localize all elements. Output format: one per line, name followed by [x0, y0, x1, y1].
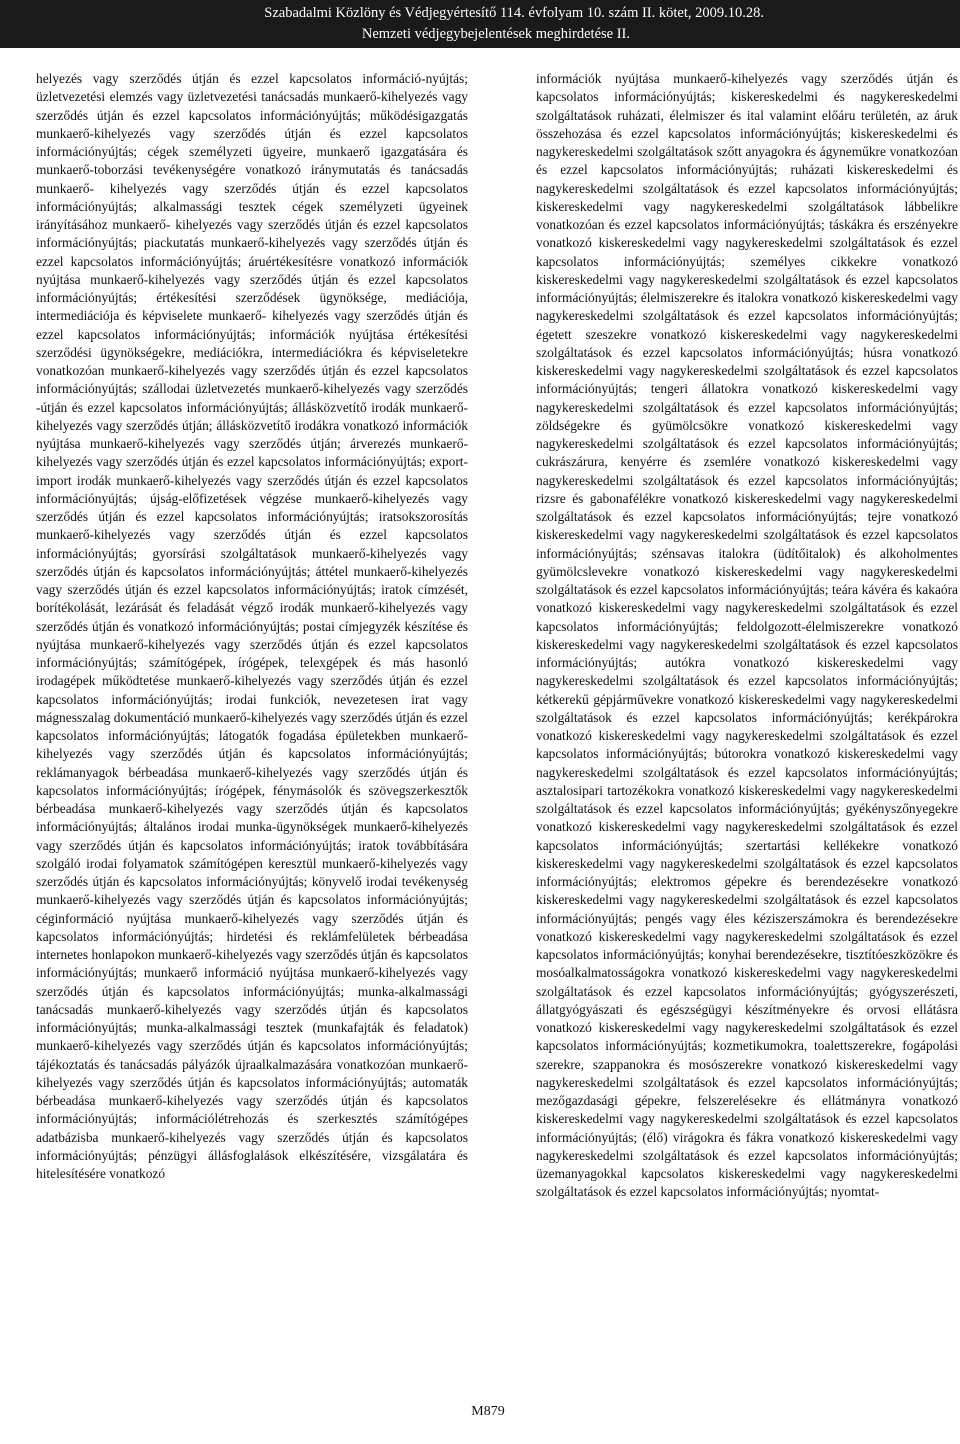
text-column-right: információk nyújtása munkaerő-kihelyezés vagy szerződés útján és kapcsolatos információnyújtás; kiskereskedelmi és nagykereskedelmi szolgáltatások ruházati, élelmiszer és ital valamint előáru területén, az áruk összehozása és ezzel kapcsolatos információnyújtás; kiskereskedelmi és nagykereskedelmi szolgáltatások szőtt anyagokra és ágyneműkre vonatkozóan és ezzel kapcsolatos információnyújtás; ruházati kiskereskedelmi és nagykereskedelmi szolgáltatások és ezzel kapcsolatos információnyújtás; kiskereskedelmi vagy nagykereskedelmi szolgáltatások lábbelikre vonatkozóan és ezzel kapcsolatos információnyújtás; táskákra és erszényekre vonatkozó kiskereskedelmi vagy nagykereskedelmi szolgáltatások és ezzel kapcsolatos információnyújtás; személyes cikkekre vonatkozó kiskereskedelmi vagy nagykereskedelmi szolgáltatások és ezzel kapcsolatos információnyújtás; élelmiszerekre és italokra vonatkozó kiskereskedelmi vagy nagykereskedelmi szolgáltatások és ezzel kapcsolatos információnyújtás; égetett szeszekre vonatkozó kiskereskedelmi vagy nagykereskedelmi szolgáltatások és ezzel kapcsolatos információnyújtás; húsra vonatkozó kiskereskedelmi vagy nagykereskedelmi szolgáltatások és ezzel kapcsolatos információnyújtás; tengeri állatokra vonatkozó kiskereskedelmi vagy nagykereskedelmi szolgáltatások és ezzel kapcsolatos információnyújtás; zöldségekre és gyümölcsökre vonatkozó kiskereskedelmi vagy nagykereskedelmi szolgáltatások és ezzel kapcsolatos információnyújtás; cukrászárura, kenyérre és zsemlére vonatkozó kiskereskedelmi vagy nagykereskedelmi szolgáltatások és ezzel kapcsolatos információnyújtás; rizsre és gabonafélékre vonatkozó kiskereskedelmi vagy nagykereskedelmi szolgáltatások és ezzel kapcsolatos információnyújtás; tejre vonatkozó kiskereskedelmi vagy nagykereskedelmi szolgáltatások és ezzel kapcsolatos információnyújtás; szénsavas italokra (üdítőitalok) és alkoholmentes gyümölcslevekre vonatkozó kiskereskedelmi vagy nagykereskedelmi szolgáltatások és ezzel kapcsolatos információnyújtás; teára kávéra és kakaóra vonatkozó kiskereskedelmi vagy nagykereskedelmi szolgáltatások és ezzel kapcsolatos információnyújtás; feldolgozott-élelmiszerekre vonatkozó kiskereskedelmi vagy nagykereskedelmi szolgáltatások és ezzel kapcsolatos információnyújtás; autókra vonatkozó kiskereskedelmi vagy nagykereskedelmi szolgáltatások és ezzel kapcsolatos információnyújtás; kétkerekű gépjárművekre vonatkozó kiskereskedelmi vagy nagykereskedelmi szolgáltatások és ezzel kapcsolatos információnyújtás; kerékpárokra vonatkozó kiskereskedelmi vagy nagykereskedelmi szolgáltatások és ezzel kapcsolatos információnyújtás; bútorokra vonatkozó kiskereskedelmi vagy nagykereskedelmi szolgáltatások és ezzel kapcsolatos információnyújtás; asztalosipari tartozékokra vonatkozó kiskereskedelmi vagy nagykereskedelmi szolgáltatások és ezzel kapcsolatos információnyújtás; gyékényszőnyegekre vonatkozó kiskereskedelmi vagy nagykereskedelmi szolgáltatások és ezzel kapcsolatos információnyújtás; szertartási kellékekre vonatkozó kiskereskedelmi vagy nagykereskedelmi szolgáltatások és ezzel kapcsolatos információnyújtás; elektromos gépekre és berendezésekre vonatkozó kiskereskedelmi vagy nagykereskedelmi szolgáltatások és ezzel kapcsolatos információnyújtás; pengés vagy éles kéziszerszámokra és berendezésekre vonatkozó kiskereskedelmi vagy nagykereskedelmi szolgáltatások és ezzel kapcsolatos információnyújtás; konyhai berendezésekre, tisztítóeszközökre és mosóalkalmatosságokra vonatkozó kiskereskedelmi vagy nagykereskedelmi szolgáltatások és ezzel kapcsolatos információnyújtás; gyógyszerészeti, állatgyógyászati és egészségügyi készítményekre és orvosi ellátásra vonatkozó kiskereskedelmi vagy nagykereskedelmi szolgáltatások és ezzel kapcsolatos információnyújtás; kozmetikumokra, toalettszerekre, fogápolási szerekre, szappanokra és mosószerekre vonatkozó kiskereskedelmi vagy nagykereskedelmi szolgáltatások és ezzel kapcsolatos információnyújtás; mezőgazdasági gépekre, felszerelésekre és ellátmányra vonatkozó kiskereskedelmi vagy nagykereskedelmi szolgáltatások és ezzel kapcsolatos információnyújtás; (élő) virágokra és fákra vonatkozó kiskereskedelmi vagy nagykereskedelmi szolgáltatások és ezzel kapcsolatos információnyújtás; üzemanyagokkal kapcsolatos kiskereskedelmi vagy nagykereskedelmi szolgáltatások és ezzel kapcsolatos információnyújtás; nyomtat- — [536, 71, 958, 1200]
journal-title: Szabadalmi Közlöny és Védjegyértesítő 114. évfolyam 10. szám II. kötet, 2009.10.28. — [264, 5, 764, 21]
text-column-left: helyezés vagy szerződés útján és ezzel kapcsolatos információ-nyújtás; üzletvezetési elemzés vagy üzletvezetési tanácsadás munkaerő-kihelyezés vagy szerződés útján és ezzel kapcsolatos információnyújtás; működésigazgatás munkaerő-kihelyezés vagy szerződés útján és ezzel kapcsolatos információnyújtás; cégek személyzeti ügyeire, munkaerő igazgatására és munkaerő-toborzási tevékenységére vonatkozó iránymutatás és tanácsadás munkaerő- kihelyezés vagy szerződés útján és ezzel kapcsolatos információnyújtás; alkalmassági tesztek cégek személyzeti ügyeinek irányításához munkaerő- kihelyezés vagy szerződés útján és ezzel kapcsolatos információnyújtás; piackutatás munkaerő-kihelyezés vagy szerződés útján és ezzel kapcsolatos információnyújtás; áruértékesítésre vonatkozó információk nyújtása munkaerő-kihelyezés vagy szerződés útján és ezzel kapcsolatos információnyújtás; értékesítési szerződések ügynöksége, mediációja, intermediációja és képviselete munkaerő- kihelyezés vagy szerződés útján és ezzel kapcsolatos információnyújtás; információk nyújtása értékesítési szerződési ügynökségekre, mediációkra, intermediációkra és képviseletekre vonatkozóan munkaerő-kihelyezés vagy szerződés útján és ezzel kapcsolatos információnyújtás; szállodai üzletvezetés munkaerő-kihelyezés vagy szerződés -útján és ezzel kapcsolatos információnyújtás; állásközvetítő irodák munkaerő-kihelyezés vagy szerződés útján; állásközvetítő irodákra vonatkozó információk nyújtása munkaerő-kihelyezés vagy szerződés útján; árverezés munkaerő-kihelyezés vagy szerződés útján és ezzel kapcsolatos információnyújtás; export-import irodák munkaerő-kihelyezés vagy szerződés útján és ezzel kapcsolatos információnyújtás; újság-előfizetések végzése munkaerő-kihelyezés vagy szerződés útján és ezzel kapcsolatos információnyújtás; iratsokszorosítás munkaerő-kihelyezés vagy szerződés útján és ezzel kapcsolatos információnyújtás; gyorsírási szolgáltatások munkaerő-kihelyezés vagy szerződés útján és kapcsolatos információnyújtás; áttétel munkaerő-kihelyezés vagy szerződés útján és ezzel kapcsolatos információnyújtás; iratok címzését, borítékolását, lezárását és feladását végző irodák munkaerő-kihelyezés vagy szerződés útján és vonatkozó információnyújtás; postai címjegyzék készítése és nyújtása munkaerő-kihelyezés vagy szerződés útján és ezzel kapcsolatos információnyújtás; számítógépek, írógépek, telexgépek és más hasonló irodagépek működtetése munkaerő-kihelyezés vagy szerződés útján és ezzel kapcsolatos információnyújtás; irodai funkciók, nevezetesen irat vagy mágnesszalag dokumentáció munkaerő-kihelyezés vagy szerződés útján és ezzel kapcsolatos információnyújtás; látogatók fogadása épületekben munkaerő-kihelyezés vagy szerződés útján és kapcsolatos információnyújtás; reklámanyagok bérbeadása munkaerő-kihelyezés vagy szerződés útján és kapcsolatos információnyújtás; írógépek, fénymásolók és szövegszerkesztők bérbeadása munkaerő-kihelyezés vagy szerződés útján és kapcsolatos információnyújtás; általános irodai munka-ügynökségek munkaerő-kihelyezés vagy szerződés útján és kapcsolatos információnyújtás; iratok továbbítására szolgáló irodai folyamatok számítógépen keresztül munkaerő-kihelyezés vagy szerződés útján és kapcsolatos információnyújtás; könyvelő irodai tevékenység munkaerő-kihelyezés vagy szerződés útján és kapcsolatos információnyújtás; céginformáció nyújtása munkaerő-kihelyezés vagy szerződés útján és kapcsolatos információnyújtás; hirdetési és reklámfelületek bérbeadása internetes honlapokon munkaerő-kihelyezés vagy szerződés útján és kapcsolatos információnyújtás; munkaerő információ nyújtása munkaerő-kihelyezés vagy szerződés útján és kapcsolatos információnyújtás; munka-alkalmassági tanácsadás munkaerő-kihelyezés vagy szerződés útján és kapcsolatos információnyújtás; munka-alkalmassági tesztek (munkafajták és feladatok) munkaerő-kihelyezés vagy szerződés útján és kapcsolatos információnyújtás; tájékoztatás és tanácsadás pályázók újraalkalmazására vonatkozóan munkaerő-kihelyezés vagy szerződés útján és kapcsolatos információnyújtás; automaták bérbeadása munkaerő-kihelyezés vagy szerződés útján és kapcsolatos információnyújtás; információlétrehozás és szerkesztés számítógépes adatbázisba munkaerő-kihelyezés vagy szerződés útján és kapcsolatos információnyújtás; pénzügyi állásfoglalások elkészítésére, vizsgálatára és hitelesítésére vonatkozó — [36, 71, 468, 1181]
page-number: M879 — [471, 1404, 505, 1419]
page-header — [0, 0, 960, 48]
section-title: Nemzeti védjegybejelentések meghirdetése II. — [361, 26, 630, 42]
